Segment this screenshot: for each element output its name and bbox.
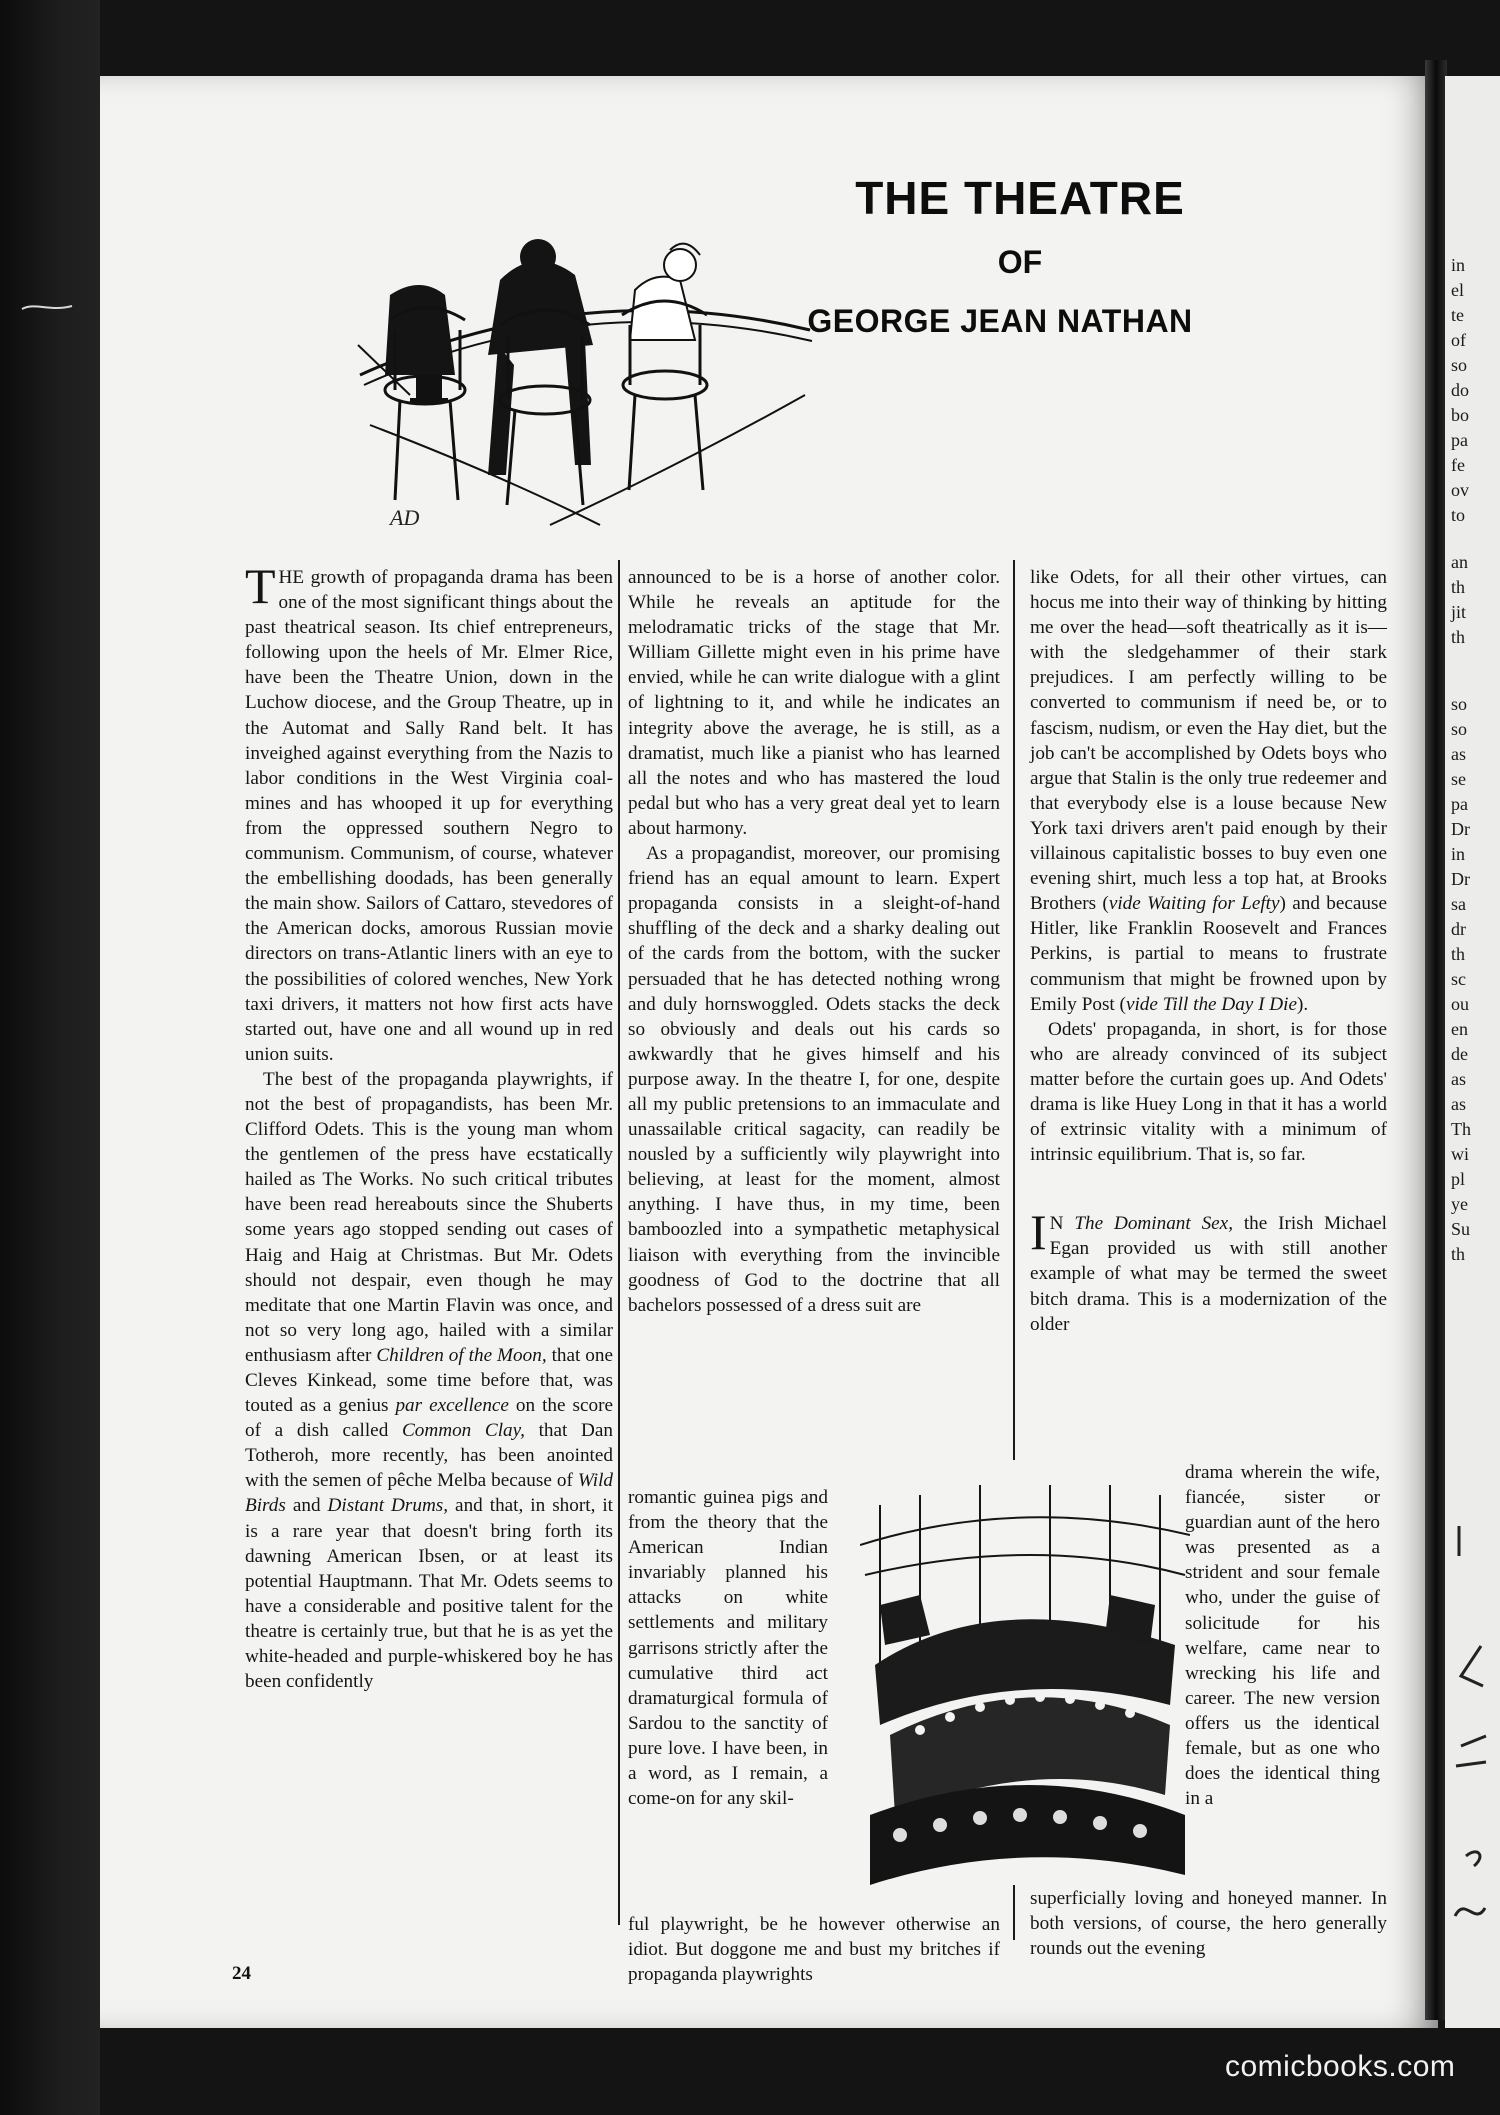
next-page-fragment: Th bbox=[1451, 1119, 1471, 1139]
next-page-fragment: ou bbox=[1451, 994, 1469, 1014]
next-page-fragment: en bbox=[1451, 1019, 1468, 1039]
opening-paragraph: THE growth of propaganda drama has been one of the most significant things about the past theatrical season. Its chief entrepreneurs, following upon the heels of Mr. Elmer Rice, have been the Theatre Union, down in the Luchow diocese, and the Group Theatre, up in the Automat and Sally Rand belt. It has inveighed against everything from the Nazis to labor conditions in the West Virginia coal-mines and has whooped it up for everything from the oppressed southern Negro to communism. Communism, of course, whatever the embellishing doodads, has been generally the main show. Sailors of Cattaro, stevedores of the American docks, amorous Russian movie directors on trans-Atlantic liners with an eye to the possibilities of colored wenches, New York taxi drivers, it matters not how first acts have started out, have one and all wound up in red union suits. bbox=[245, 558, 613, 1065]
next-page-fragment: as bbox=[1451, 744, 1466, 764]
next-page-fragment: an bbox=[1451, 552, 1468, 572]
film-scratch-mark bbox=[20, 300, 75, 314]
article-column-1 bbox=[245, 558, 614, 1694]
paragraph-propagandist: As a propagandist, moreover, our promising friend has an equal amount to learn. Expert propaganda consists in a sleight-of-hand shuffling of the deck and a sharky dealing out of the cards from the bottom, with the sucker persuaded that he has detected nothing wrong and duly hornswoggled. Odets stacks the deck so obviously and deals out his cards so awkwardly that he gives himself and his purpose away. In the theatre I, for one, despite all my public pretensions to an immaculate and unassailable critical sagacity, can readily be nousled by a sufficiently wily playwright into believing, at least for the moment, almost anything. I have thus, in my time, been bamboozled into a sympathetic metaphysical liaison with everything from the invincible goodness of God to the doctrine that all bachelors possessed of a dress suit are bbox=[628, 843, 1000, 1316]
article-author: GEORGE JEAN NATHAN bbox=[807, 303, 1193, 339]
left-page-edge bbox=[0, 0, 100, 2115]
handwritten-scribble bbox=[1451, 1516, 1496, 1936]
paragraph-odets-intro: The best of the propaganda playwrights, if not the best of propagandists, has been Mr. Clifford Odets. This is the young man whom the gentlemen of the press have ecstatically hailed as The Works. No such critical tributes have been read hereabouts since the Shuberts some years ago stopped sending out cases of Haig and Haig at Christmas. But Mr. Odets should not despair, even though he may meditate that one Martin Flavin was once, and not so very long ago, hailed with a similar enthusiasm after Children of the Moon, that one Cleves Kinkead, some time before that, was touted as a genius par excellence on the score of a dish called Common Clay, that Dan Totheroh, more recently, has been anointed with the semen of pêche Melba because of Wild Birds and Distant Drums, and that, in short, it is a rare year that doesn't bring forth its dawning American Ibsen, or at least its potential Hauptmann. That Mr. Odets seems to have a considerable and positive talent for the theatre is certainly true, but that he is as yet the white-headed and purple-whiskered boy he has been confidently bbox=[245, 1068, 614, 1693]
next-page-fragment: Dr bbox=[1451, 869, 1470, 889]
next-page-fragment: de bbox=[1451, 1044, 1468, 1064]
next-page-fragment: bo bbox=[1451, 405, 1469, 425]
source-watermark: comicbooks.com bbox=[1225, 2050, 1456, 2083]
next-page-fragment: pa bbox=[1451, 794, 1468, 814]
drop-cap: T bbox=[245, 558, 276, 614]
next-page-fragment: of bbox=[1451, 330, 1466, 350]
next-page-fragment: ov bbox=[1451, 480, 1469, 500]
next-page-fragment: jit bbox=[1451, 602, 1467, 622]
wrapped-text-left: romantic guinea pigs and from the theory that the American Indian invariably planned his attacks on white settlements and military garrisons strictly after the cumulative third act dramaturgical formula of Sardou to the sanctity of pure love. I have been, in a word, as I remain, a come-on for any skil- bbox=[628, 1487, 828, 1810]
paragraph-odets-summary: Odets' propaganda, in short, is for those who are already convinced of its subject matter before the curtain goes up. And Odets' drama is like Huey Long in that it has a world of extrinsic vitality with a minimum of intrinsic equilibrium. That is, so far. bbox=[1030, 1018, 1387, 1166]
drop-cap-2: I bbox=[1030, 1204, 1047, 1261]
next-page-fragment: th bbox=[1451, 944, 1466, 964]
next-page-fragment: Su bbox=[1451, 1219, 1471, 1239]
next-page-fragment: do bbox=[1451, 380, 1469, 400]
column-3-bottom-text: superficially loving and honeyed manner. In both versions, of course, the hero generally rounds out the evening bbox=[1030, 1888, 1387, 1960]
next-page-fragment: th bbox=[1451, 1244, 1466, 1264]
next-page-fragment: dr bbox=[1451, 919, 1466, 939]
next-page-fragment: th bbox=[1451, 627, 1466, 647]
next-page-fragment: wi bbox=[1451, 1144, 1469, 1164]
next-page-fragment: pl bbox=[1451, 1169, 1466, 1189]
paragraph-dominant-sex: I N The Dominant Sex, the Irish Michael Egan provided us with still another example of what may be termed the sweet bitch drama. This is a modernization of the older bbox=[1030, 1204, 1387, 1335]
paragraph-harmony: announced to be is a horse of another color. While he reveals an aptitude for the melodramatic tricks of the stage that Mr. William Gillette might even in his prime have envied, while he can write dialogue with a glint of lightning to it, and while he indicates an integrity above the average, he is still, as a dramatist, much like a pianist who has learned all the notes and who has mastered the loud pedal but who has a very great deal yet to learn about harmony. bbox=[628, 567, 1000, 839]
wrapped-text-right: drama wherein the wife, fiancée, sister or guardian aunt of the hero was presented as a strident and sour female who, under the guise of solicitude for his welfare, came near to wrecking his life and career. The new version offers us the identical female, but as one who does the identical thing in a bbox=[1185, 1462, 1380, 1810]
theatre-audience-illustration bbox=[860, 1485, 1190, 1905]
paragraph-odets-critique: like Odets, for all their other virtues, can hocus me into their way of thinking by hitting me over the head—soft theatrically as it is—with the sledgehammer of their stark prejudices. I am perfectly willing to be converted to communism if need be, or to fascism, nudism, or even the Hay diet, but the job can't be accomplished by Odets boys who argue that Stalin is the only true redeemer and that everybody else is a louse because New York taxi drivers aren't paid enough by their villainous capitalistic bosses to buy even one evening shirt, much less a top hat, at Brooks Brothers (vide Waiting for Lefty) and because Hitler, like Franklin Roosevelt and Frances Perkins, is partial to means to frustrate communism that might be frowned upon by Emily Post (vide Till the Day I Die). bbox=[1030, 567, 1387, 1015]
section-break bbox=[1030, 1167, 1387, 1211]
next-page-fragment: sc bbox=[1451, 969, 1466, 989]
next-page-fragment: so bbox=[1451, 719, 1468, 739]
next-page-fragment: se bbox=[1451, 769, 1466, 789]
next-page-fragment: el bbox=[1451, 280, 1464, 300]
next-page-fragment: sa bbox=[1451, 894, 1466, 914]
next-page-fragment: as bbox=[1451, 1094, 1466, 1114]
next-page-fragment: ye bbox=[1451, 1194, 1468, 1214]
column-rule-1 bbox=[618, 560, 620, 1925]
page-number: 24 bbox=[232, 1963, 251, 1984]
page-gutter bbox=[1425, 60, 1447, 2020]
illustrator-signature: AD bbox=[390, 505, 420, 530]
column-rule-2 bbox=[1013, 560, 1015, 1460]
next-page-fragment: so bbox=[1451, 355, 1468, 375]
column-2-bottom-text: ful playwright, be he however otherwise an idiot. But doggone me and bust my britches if propaganda playwrights bbox=[628, 1914, 1000, 1986]
article-column-3 bbox=[1030, 565, 1387, 1337]
next-page-fragment: in bbox=[1451, 844, 1466, 864]
next-page-fragment: Dr bbox=[1451, 819, 1470, 839]
theatre-chairs-illustration bbox=[350, 235, 820, 540]
next-page-fragment: fe bbox=[1451, 455, 1465, 475]
next-page-fragment: so bbox=[1451, 694, 1468, 714]
article-title-of: OF bbox=[997, 244, 1043, 280]
next-page-fragment: te bbox=[1451, 305, 1464, 325]
next-page-fragment: as bbox=[1451, 1069, 1466, 1089]
article-column-2 bbox=[628, 565, 1000, 1318]
next-page-fragment: to bbox=[1451, 505, 1466, 525]
next-page-edge bbox=[1445, 76, 1500, 2028]
next-page-fragment: th bbox=[1451, 577, 1466, 597]
article-title: THE THEATRE bbox=[855, 172, 1185, 224]
next-page-fragment: pa bbox=[1451, 430, 1468, 450]
next-page-fragment: in bbox=[1451, 255, 1466, 275]
